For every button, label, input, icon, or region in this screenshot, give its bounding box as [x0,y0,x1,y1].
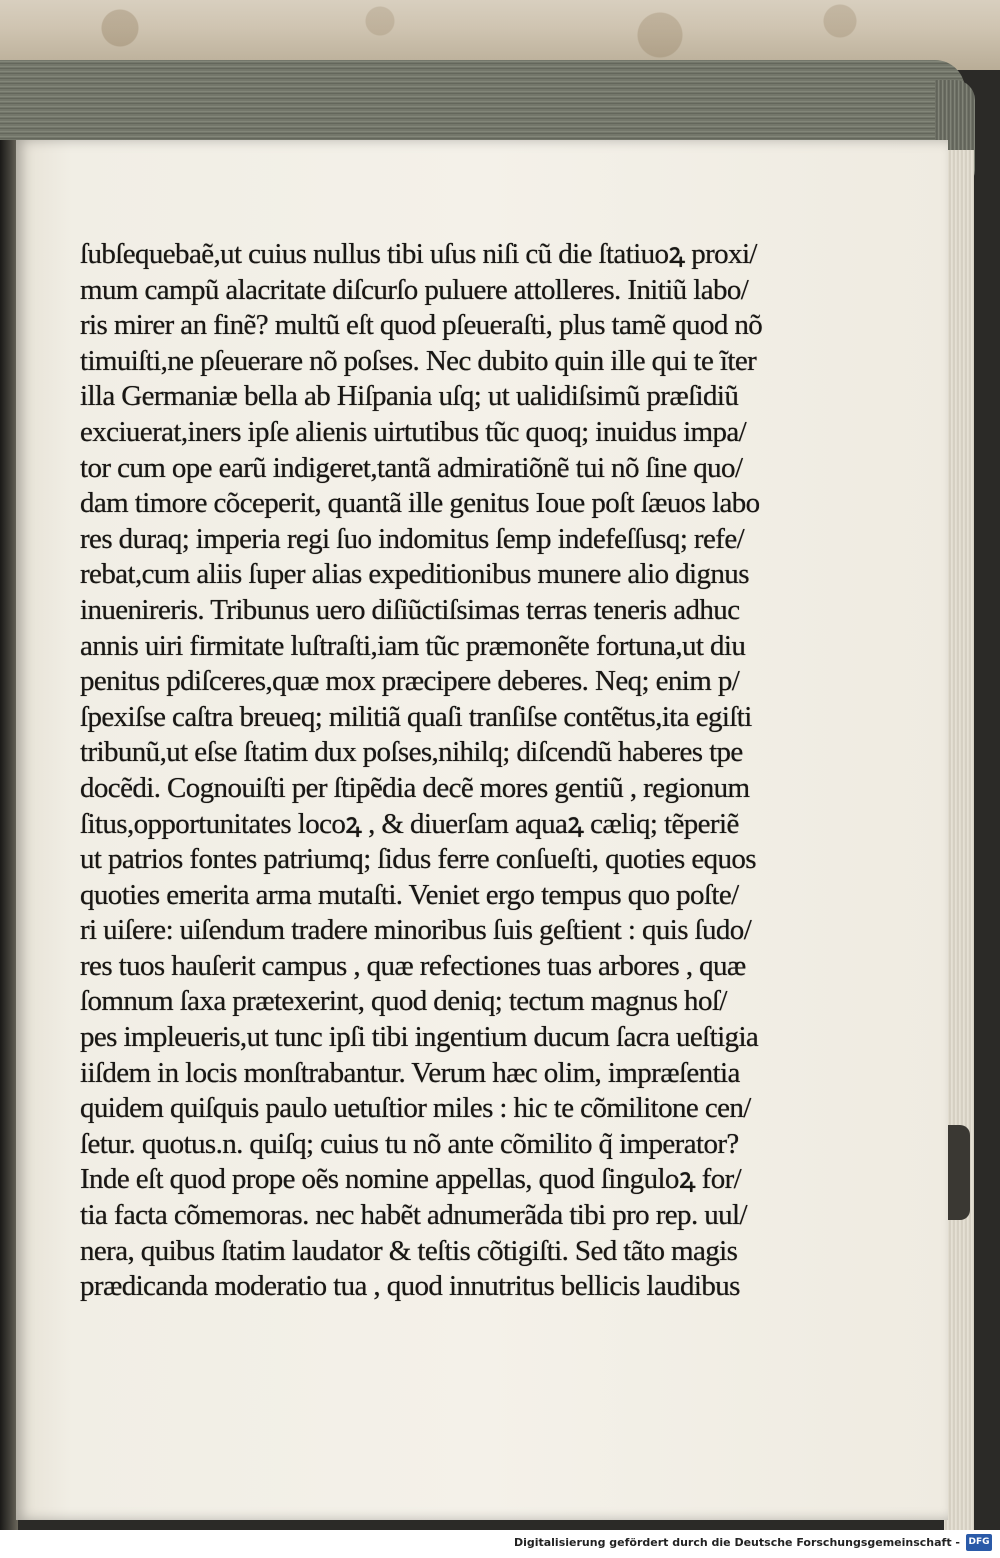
text-line: nera, quibus ſtatim laudator & teſtis cõtigiſti. Sed tãto magis [80,1234,738,1267]
text-line: res duraq; imperia regi ſuo indomitus ſemp indefeſſusq; refe/ [80,522,745,555]
text-line: annis uiri firmitate luſtraſti,iam tũc præmonẽte fortuna,ut diu [80,629,746,662]
text-line: ris mirer an finẽ? multũ eſt quod pſeueraſti, plus tamẽ quod nõ [80,309,763,342]
text-line: tribunũ,ut eſse ſtatim dux poſses,nihilq; diſcendũ haberes tpe [80,736,743,769]
text-line: ſetur. quotus.n. quiſq; cuius tu nõ ante cõmilito q̃ imperator? [80,1127,739,1160]
text-line: res tuos hauſerit campus , quæ refectiones tuas arbores , quæ [80,949,746,982]
text-line: tor cum ope earũ indigeret,tantã admiratiõnẽ tui nõ ſine quo/ [80,451,743,484]
text-line: exciuerat,iners ipſe alienis uirtutibus tũc quoq; inuidus impa/ [80,415,747,448]
text-line: ſpexiſse caſtra breueq; militiã quaſi tranſiſse contẽtus,ita egiſti [80,700,752,733]
text-line: pes impleueris,ut tunc ipſi tibi ingentium ducum ſacra ueſtigia [80,1021,759,1054]
footer-bar [0,1530,1000,1558]
page-edge-stack [0,60,965,150]
text-line: ſubſequebaẽ,ut cuius nullus tibi uſus niſi cũ die ſtatiuoꝝ proxi/ [80,238,757,270]
text-line: tia facta cõmemoras. nec habẽt adnumerãda tibi pro rep. uul/ [80,1199,747,1232]
text-line: ut patrios fontes patriumq; ſidus ferre conſueſti, quoties equos [80,843,756,876]
text-line: timuiſti,ne pſeuerare nõ poſses. Nec dubito quin ille qui te ĩter [80,344,757,377]
text-line: Inde eſt quod prope oẽs nomine appellas, quod ſinguloꝝ for/ [80,1163,742,1196]
text-line: dam timore cõceperit, quantã ille genitus Ioue poſt ſæuos labo [80,487,760,520]
funding-credit: Digitalisierung gefördert durch die Deutsche Forschungsgemeinschaft - [513,1536,960,1549]
page-leaves-edge [944,150,974,1530]
text-line: illa Germaniæ bella ab Hiſpania uſq; ut ualidiſsimũ præſidiũ [80,380,739,413]
text-line: mum campũ alacritate diſcurſo puluere attolleres. Initiũ labo/ [80,273,749,306]
text-line: prædicanda moderatio tua , quod innutritus bellicis laudibus [80,1270,740,1303]
text-line: quidem quiſquis paulo uetuſtior miles : hic te cõmilitone cen/ [80,1092,751,1125]
text-line: rebat,cum aliis ſuper alias expeditionibus munere alio dignus [80,558,749,591]
page-text [80,237,800,1305]
text-line: docẽdi. Cognouiſti per ſtipẽdia decẽ mores gentiũ , regionum [80,771,750,804]
text-line: penitus pdiſceres,quæ mox præcipere deberes. Neq; enim p/ [80,665,740,698]
text-line: ſitus,opportunitates locoꝝ , & diuerſam aquaꝝ cæliq; tẽperiẽ [80,807,739,840]
text-line: ſomnum ſaxa prætexerint, quod deniq; tectum magnus hoſ/ [80,985,727,1018]
text-line: ri uiſere: uiſendum tradere minoribus ſuis geſtient : quis ſudo/ [80,914,752,947]
text-line: quoties emerita arma mutaſti. Veniet ergo tempus quo poſte/ [80,878,739,911]
dfg-logo-icon: DFG [966,1534,992,1551]
text-line: inuenireris. Tribunus uero diſiũctiſsimas terras teneris adhuc [80,593,740,626]
text-line: iiſdem in locis monſtrabantur. Verum hæc olim, impræſentia [80,1056,740,1089]
